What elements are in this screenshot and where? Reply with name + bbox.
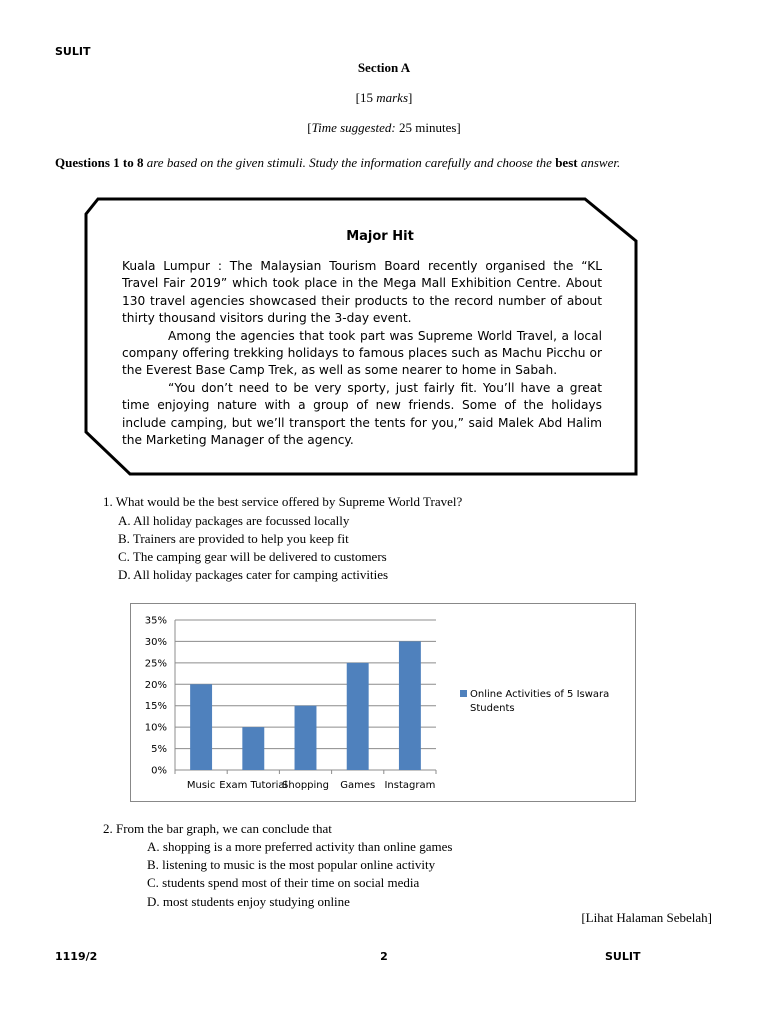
question-2-option-a[interactable]: A. shopping is a more preferred activity than online games: [147, 839, 453, 854]
page-number: 2: [380, 950, 388, 963]
time-suggested-label: Time suggested:: [311, 120, 396, 135]
next-page-note: [Lihat Halaman Sebelah]: [581, 910, 712, 925]
question-2-option-b[interactable]: B. listening to music is the most popular online activity: [147, 857, 436, 873]
marks-label: [15 marks]: [355, 90, 413, 105]
legend-swatch: [460, 690, 467, 697]
question-1-option-a[interactable]: A. All holiday packages are focussed locally: [118, 513, 350, 528]
bar-chart: [131, 604, 635, 801]
y-tick-label: 30%: [144, 636, 167, 648]
time-suggested: [Time suggested: 25 minutes]: [307, 120, 461, 135]
stimulus-title: Major Hit: [346, 229, 414, 244]
y-tick-label: 20%: [144, 679, 167, 691]
paper-code: 1119/2: [55, 950, 98, 963]
x-tick-label: Games: [340, 780, 376, 791]
bar: [295, 706, 317, 770]
y-tick-label: 0%: [151, 765, 167, 777]
y-tick-label: 5%: [151, 744, 167, 756]
question-1-option-d[interactable]: D. All holiday packages cater for camping activities: [118, 567, 389, 582]
question-2-option-c[interactable]: C. students spend most of their time on social media: [147, 875, 420, 891]
sulit-footer-label: SULIT: [605, 950, 641, 963]
bar: [347, 663, 369, 770]
stimulus-paragraph: Among the agencies that took part was Supreme World Travel, a local company offering trekking holidays to famous places such as Machu Picchu or the Everest Base Camp Trek, as well as some nearer to home in Sabah.: [122, 328, 602, 378]
instructions-lead: Questions 1 to 8: [55, 155, 144, 170]
stimulus-paragraph: Kuala Lumpur : The Malaysian Tourism Board recently organised the “KL Travel Fair 2019” which took place in the Mega Mall Exhibition Centre. About 130 travel agencies showcased their products to the record number of about thirty thousand visitors during the 3-day event.: [122, 259, 602, 326]
y-tick-label: 25%: [144, 658, 167, 670]
x-tick-label: Instagram: [384, 780, 436, 791]
question-1-option-b[interactable]: B. Trainers are provided to help you keep fit: [118, 531, 349, 546]
legend-label: Students: [470, 703, 515, 714]
instructions-best: best: [555, 155, 578, 170]
sulit-header-label: SULIT: [55, 45, 91, 58]
y-tick-label: 10%: [144, 722, 167, 734]
question-1-stem: 1. What would be the best service offered by Supreme World Travel?: [103, 494, 463, 509]
question-2-stem: 2. From the bar graph, we can conclude that: [103, 821, 332, 836]
question-1-option-c[interactable]: C. The camping gear will be delivered to customers: [118, 549, 387, 564]
section-title: Section A: [357, 60, 411, 75]
stimulus-paragraph: “You don’t need to be very sporty, just fairly fit. You’ll have a great time enjoying nature with a group of new friends. Some of the holidays include camping, but we’ll transport the tents for you,” said Malek Abd Halim the Marketing Manager of the agency.: [122, 380, 602, 448]
bar: [242, 727, 264, 770]
bar: [190, 684, 212, 770]
bar: [399, 641, 421, 770]
stimulus-body: [122, 258, 602, 449]
question-2-option-d[interactable]: D. most students enjoy studying online: [147, 893, 350, 909]
legend-label: Online Activities of 5 Iswara: [470, 689, 610, 700]
x-tick-label: Shopping: [282, 780, 329, 791]
y-tick-label: 15%: [144, 701, 167, 713]
instructions-middle: are based on the given stimuli. Study the information carefully and choose the: [143, 155, 556, 170]
x-tick-label: Music: [186, 780, 216, 791]
y-tick-label: 35%: [144, 615, 167, 627]
bar-chart-frame: [130, 603, 636, 802]
instructions-end: answer.: [577, 155, 621, 170]
time-suggested-value: 25 minutes: [398, 120, 457, 135]
marks-number: 15: [359, 90, 373, 105]
question-1-options: [118, 512, 388, 584]
marks-word: marks: [376, 90, 409, 105]
question-2-options: [147, 838, 452, 911]
x-tick-label: Exam Tutorial: [219, 780, 288, 791]
